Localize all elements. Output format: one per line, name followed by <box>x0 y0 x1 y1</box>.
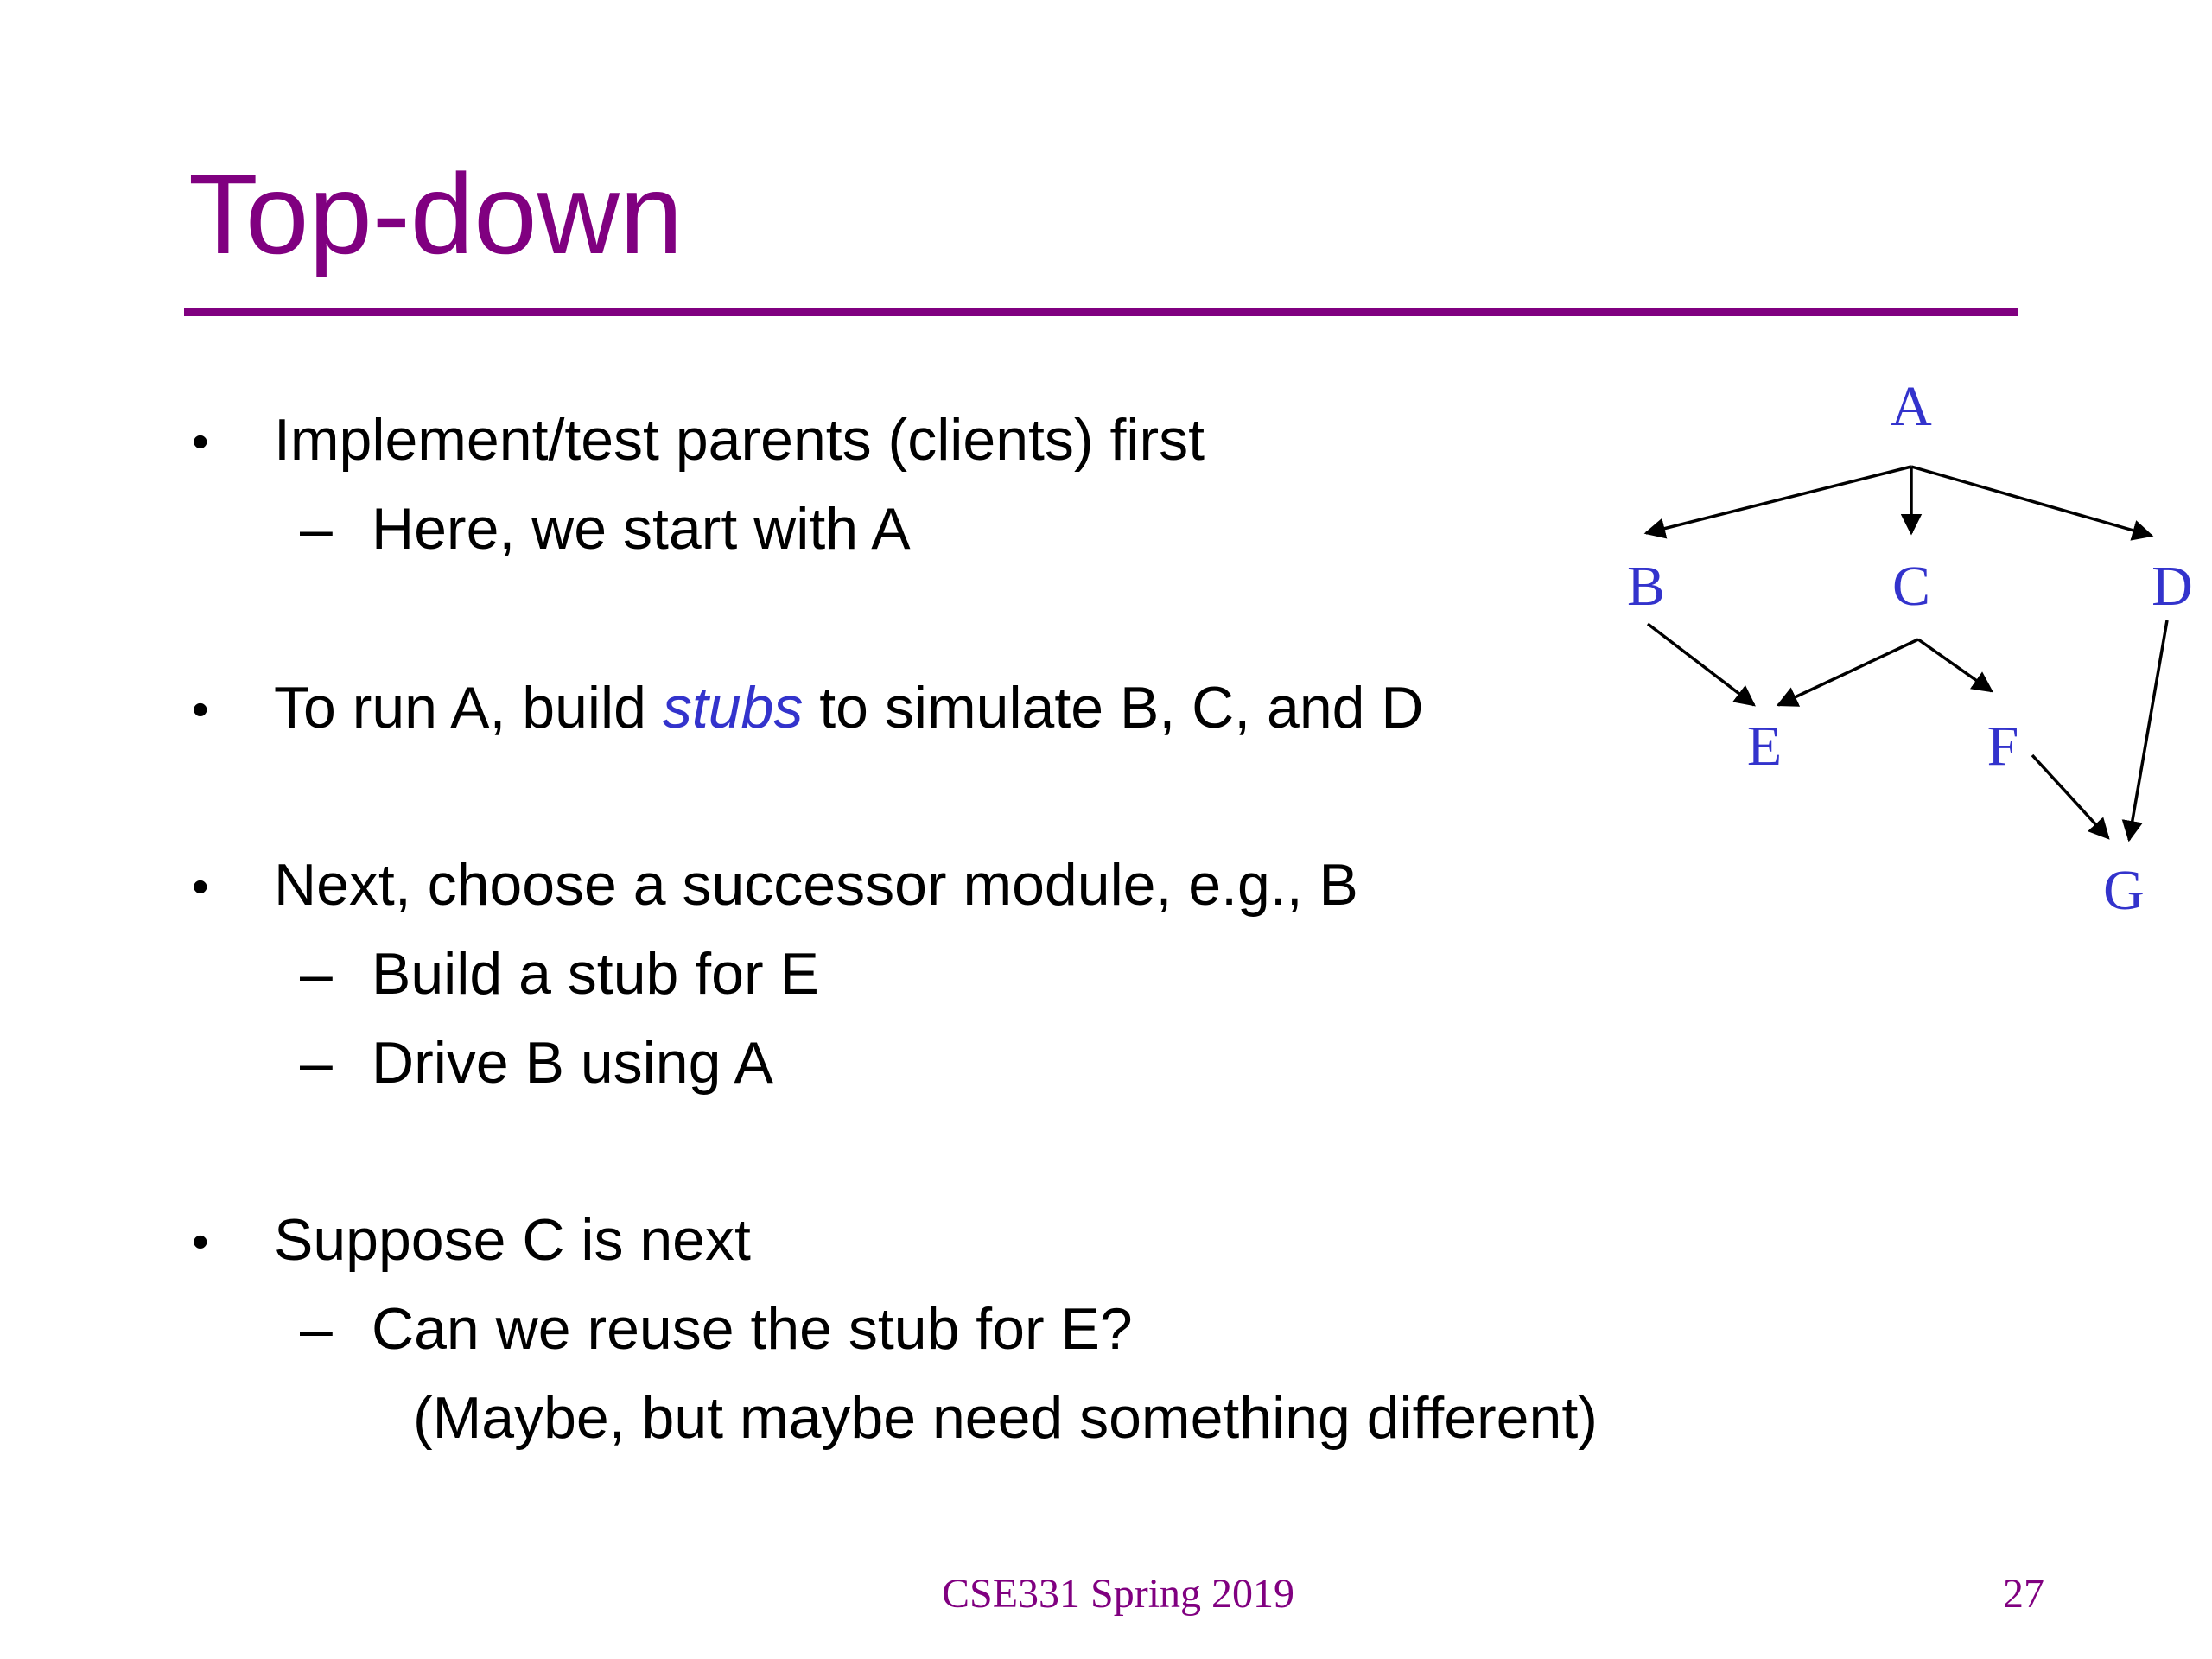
sub-bullet-text: Here, we start with A <box>372 496 911 562</box>
node-b: B <box>1626 555 1666 618</box>
node-f: F <box>1986 715 2019 778</box>
dash-marker: – <box>300 496 333 562</box>
bullet-marker: • <box>192 414 209 468</box>
sub-bullet-text: Drive B using A <box>372 1030 773 1096</box>
bullet-marker: • <box>192 682 209 736</box>
edge-b-e <box>1648 624 1754 705</box>
node-a: A <box>1891 375 1932 438</box>
bullet-marker: • <box>192 1214 209 1268</box>
bullet-text: Next, choose a successor module, e.g., B <box>274 852 1358 918</box>
sub-bullet-text: Build a stub for E <box>372 941 819 1007</box>
dash-marker: – <box>300 1296 333 1362</box>
bullet-text-before: To run A, build <box>274 675 663 741</box>
bullet-text: Suppose C is next <box>274 1207 751 1273</box>
dash-marker: – <box>300 1030 333 1096</box>
edge-a-b <box>1646 467 1911 533</box>
node-g: G <box>2103 859 2145 922</box>
edge-c-e <box>1778 639 1918 705</box>
footer-course: CSE331 Spring 2019 <box>942 1571 1295 1617</box>
bullet-text: Implement/test parents (clients) first <box>274 407 1205 473</box>
sub-bullet-text: Can we reuse the stub for E? <box>372 1296 1133 1362</box>
node-e: E <box>1746 715 1783 778</box>
edge-c-f <box>1918 639 1992 691</box>
bullet-text-after: to simulate B, C, and D <box>803 675 1424 741</box>
edge-d-g <box>2129 620 2167 840</box>
footer-page-number: 27 <box>2003 1571 2044 1617</box>
continuation-text: (Maybe, but maybe need something different) <box>413 1385 1598 1451</box>
node-c: C <box>1891 555 1931 618</box>
dash-marker: – <box>300 941 333 1007</box>
edge-f-g <box>2032 755 2108 838</box>
stubs-emphasis: stubs <box>662 675 804 741</box>
slide-title: Top-down <box>188 150 683 277</box>
node-d: D <box>2152 555 2193 618</box>
bullet-marker: • <box>192 859 209 913</box>
edge-a-d <box>1911 467 2152 536</box>
